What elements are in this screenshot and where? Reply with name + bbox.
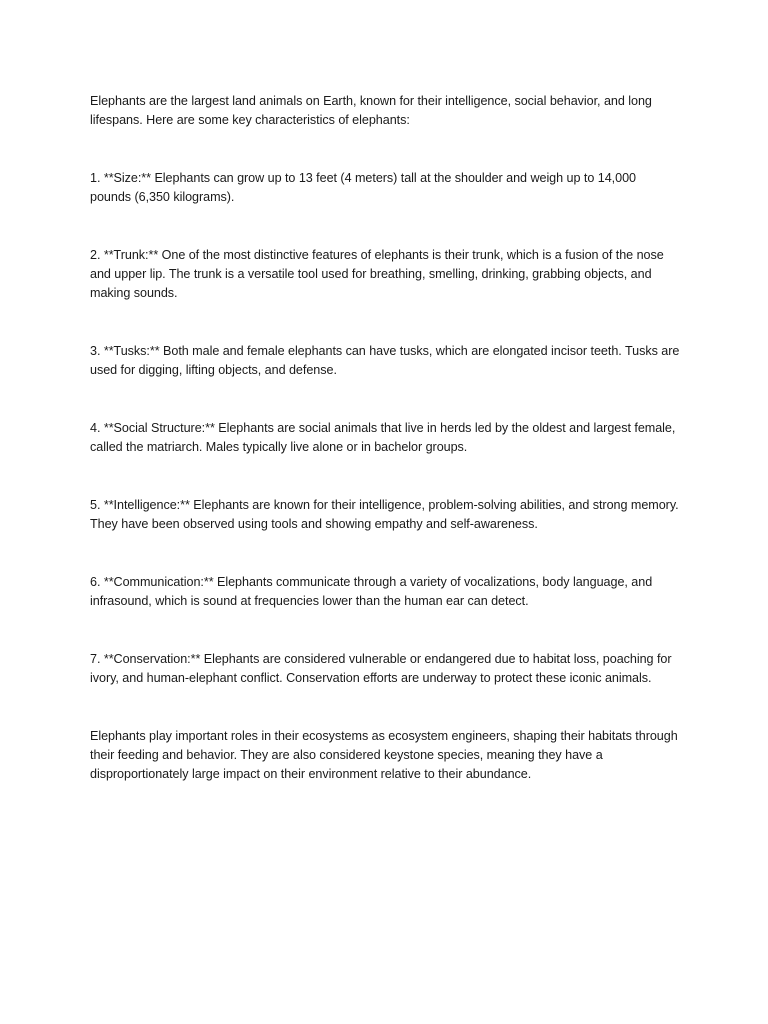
list-item-trunk: 2. **Trunk:** One of the most distinctive features of elephants is their trunk, which is a fusion of the nose and upper lip. The trunk is a versatile tool used for breathing, smelling, drinking, grabbing objects, and making sounds.	[90, 248, 664, 300]
list-item-communication: 6. **Communication:** Elephants communicate through a variety of vocalizations, body language, and infrasound, which is sound at frequencies lower than the human ear can detect.	[90, 575, 653, 608]
list-item-size: 1. **Size:** Elephants can grow up to 13 feet (4 meters) tall at the shoulder and weigh up to 14,000 pounds (6,350 kilograms).	[90, 171, 636, 204]
document-body	[90, 92, 680, 784]
list-item-intelligence: 5. **Intelligence:** Elephants are known for their intelligence, problem-solving abilities, and strong memory. They have been observed using tools and showing empathy and self-awareness.	[90, 498, 679, 531]
closing-paragraph: Elephants play important roles in their ecosystems as ecosystem engineers, shaping their habitats through their feeding and behavior. They are also considered keystone species, meaning they have a disproportionately large impact on their environment relative to their abundance.	[90, 729, 678, 781]
list-item-conservation: 7. **Conservation:** Elephants are considered vulnerable or endangered due to habitat loss, poaching for ivory, and human-elephant conflict. Conservation efforts are underway to protect these iconic animals.	[90, 652, 672, 685]
list-item-tusks: 3. **Tusks:** Both male and female elephants can have tusks, which are elongated incisor teeth. Tusks are used for digging, lifting objects, and defense.	[90, 344, 680, 377]
intro-paragraph: Elephants are the largest land animals on Earth, known for their intelligence, social behavior, and long lifespans. Here are some key characteristics of elephants:	[90, 94, 652, 127]
list-item-social-structure: 4. **Social Structure:** Elephants are social animals that live in herds led by the oldest and largest female, called the matriarch. Males typically live alone or in bachelor groups.	[90, 421, 676, 454]
